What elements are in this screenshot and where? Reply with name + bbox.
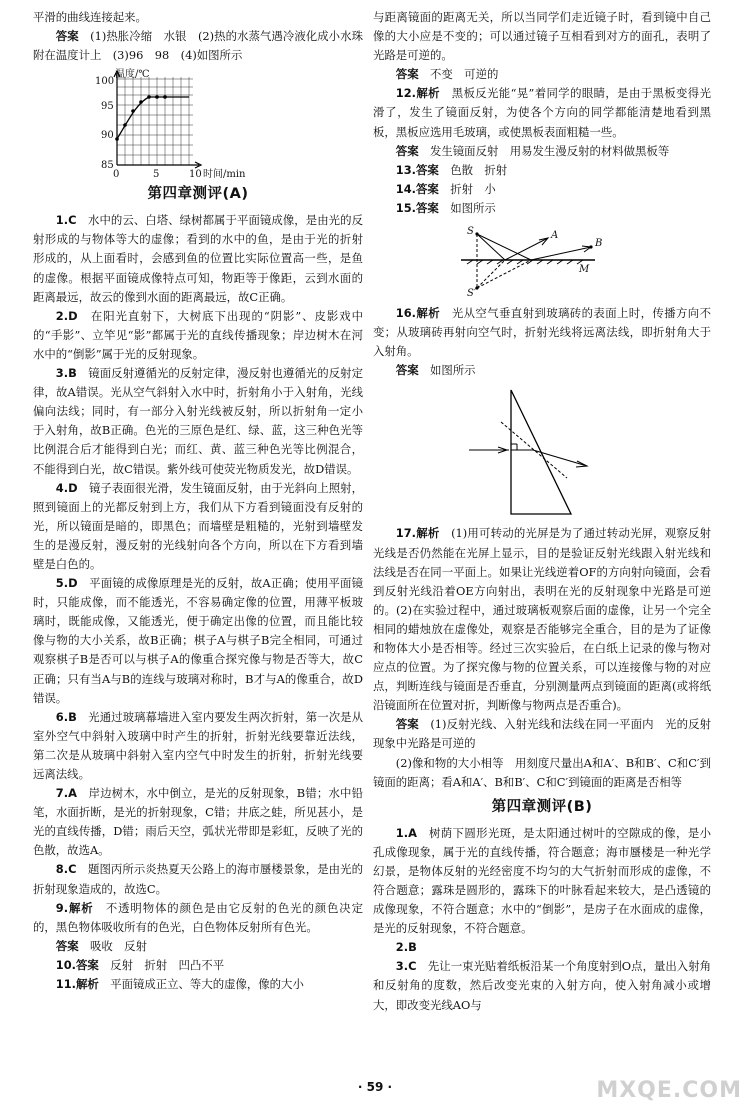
question-item: 1.A 树荫下圆形光斑，是太阳通过树叶的空隙成的像，是小孔成像现象，属于光的直线传播，符合题意；海市蜃楼是一种光学幻景，是物体反射的光经密度不均匀的大气折射而形成的虚像，不符合题意；露珠是圆形的，露珠下的叶脉看起来较大，是凸透镜的成像现象，不符合题意；水中的“倒影”，是房子在水面成的虚像，是光的反射现象，不符合题意。 — [373, 825, 711, 936]
graph-ylabel: 温度/℃ — [115, 69, 150, 81]
question-item: 1.C 水中的云、白塔、绿树都属于平面镜成像，是由光的反射形成的与物体等大的虚像；看到的水中的鱼，是由于光的折射形成的，从上面看时，会感到鱼的位置比实际位置高一些，是鱼的虚像。根据平面镜成像特点可知，物距等于像距，云到水面的距离最远，故云的像到水面的距离最远，故C正确。 — [33, 213, 363, 304]
graph-xtick: 0 — [113, 169, 120, 180]
left-column — [33, 8, 363, 994]
chapter-title-a: 第四章测评(A) — [147, 186, 249, 203]
graph-curve — [117, 97, 189, 139]
watermark: MXQE.COM — [596, 1078, 742, 1103]
answer-paragraph: (2)像和物的大小相等 用刻度尺量出A和A′、B和B′、C和C′到镜面的距离；看A和A′、B和B′、C和C′到镜面的距离是否相等 — [373, 755, 711, 789]
answer-label: 答案 — [55, 29, 79, 44]
question-item: 17.解析 (1)用可转动的光屏是为了通过转动光屏，观察反射光线是否仍然能在光屏上显示，目的是验证反射光线跟入射光线和法线是否在同一平面上。如果让光线逆着OF的方向射向镜面，会看到反射光线沿着OE方向射出，表明在光的反射现象中光路是可逆的。(2)在实验过程中，通过玻璃板观察后面的虚像，让另一个完全相同的蜡烛放在虚像处，观察是否能够完全重合，目的是为了证像和物体大小是否相等。经过三次实验后，在白纸上记录的像与物对应点的位置。为了探究像与物的位置关系，可以连接像与物的对应点，判断连线与镜面是否垂直，分别测量两点到镜面的距离(或将纸沿镜面所在位置对折，判断像与物两点是否重合)。 — [373, 526, 711, 713]
graph-xtick: 10 — [189, 169, 202, 180]
question-item: 8.C 题图丙所示炎热夏天公路上的海市蜃楼景象，是由光的折射现象造成的，故选C。 — [33, 862, 363, 896]
answer-paragraph: 答案 (1)反射光线、入射光线和法线在同一平面内 光的反射现象中光路是可逆的 — [373, 717, 711, 751]
answer-paragraph: 答案 如图所示 — [395, 363, 476, 378]
question-item: 2.D 在阳光直射下，大树底下出现的“阴影”、皮影戏中的“手影”、立竿见“影”都属于光的直线传播现象；岸边树木在河水中的“倒影”属于光的反射现象。 — [33, 308, 363, 361]
answer-paragraph — [33, 27, 363, 65]
question-item: 6.B 光通过玻璃幕墙进入室内要发生两次折射，第一次是从室外空气中斜射入玻璃中时产生的折射，折射光线要靠近法线，第二次是从玻璃中斜射入室内空气中时发生的折射，折射光线要远离法线。 — [33, 709, 363, 781]
question-item: 9.解析 不透明物体的颜色是由它反射的色光的颜色决定的，黑色物体吸收所有的色光，白色物体反射所有色光。 — [33, 900, 363, 934]
mirror-reflection-diagram — [373, 220, 711, 302]
label-s-prime: S′ — [467, 288, 477, 300]
paragraph: 与距离镜面的距离无关，所以当同学们走近镜子时，看到镜中自己像的大小应是不变的；可以通过镜子互相看到对方的面孔，表明了光路是可逆的。 — [373, 10, 711, 63]
question-item: 15.答案 如图所示 — [395, 200, 496, 215]
question-item: 4.D 镜子表面很光滑，发生镜面反射，由于光斜向上照射，照到镜面上的光都反射到上方，我们从下方看到镜面没有反射的光，所以镜面是暗的，即黑色；而墙壁是粗糙的，光射到墙壁发生的是漫反射，漫反射的光线射向各个方向，所以在下方看到墙壁是白色的。 — [33, 480, 363, 571]
question-item: 14.答案 折射 小 — [395, 181, 496, 196]
chapter-title-b: 第四章测评(B) — [491, 798, 593, 815]
question-item: 3.C 先让一束光贴着纸板沿某一个角度射到O点，量出入射角和反射角的度数，然后改变光束的入射方向，使入射角减小或增大，即改变光线AO与 — [373, 959, 711, 1012]
label-b: B — [595, 238, 603, 250]
graph-axes — [114, 71, 201, 168]
question-item: 10.答案 反射 折射 凹凸不平 — [55, 957, 225, 972]
label-s: S — [467, 226, 474, 238]
prism-refraction-diagram — [373, 382, 711, 522]
question-item: 16.解析 光从空气垂直射到玻璃砖的表面上时，传播方向不变；从玻璃砖再射向空气时，折射光线将远离法线，即折射角大于入射角。 — [373, 306, 711, 359]
temperature-graph — [33, 67, 273, 179]
graph-xtick: 5 — [153, 169, 160, 180]
question-item: 12.解析 黑板反光能“晃”着同学的眼睛，是由于黑板变得光滑了，发生了镜面反射，为使各个方向的同学都能清楚地看到黑板，黑板应选用毛玻璃，或使黑板表面粗糙一些。 — [373, 86, 711, 139]
graph-ytick: 85 — [101, 160, 114, 172]
answer-text: (1)热胀冷缩 水银 (2)热的水蒸气遇冷液化成小水珠附在温度计上 (3)96 98 (4)如图所示 — [33, 29, 363, 63]
question-item: 3.B 镜面反射遵循光的反射定律，漫反射也遵循光的反射定律，故A错误。光从空气斜射入水中时，折射角小于入射角，光线偏向法线；同时，有一部分入射光线被反射，所以折射角一定小于入射角，故B正确。色光的三原色是红、绿、蓝，这三种色光等比例混合后才能得到白光；而红、黄、蓝三种色光等比例混合，不能得到白光，故C错误。紫外线可使荧光物质发光，故D错误。 — [33, 366, 363, 476]
answer-paragraph: 答案 吸收 反射 — [55, 938, 147, 953]
question-item: 13.答案 色散 折射 — [395, 162, 508, 177]
label-m: M — [579, 264, 590, 276]
question-item: 11.解析 平面镜成正立、等大的虚像，像的大小 — [55, 977, 304, 992]
question-item: 5.D 平面镜的成像原理是光的反射，故A正确；使用平面镜时，只能成像，而不能透光，不容易确定像的位置，用薄平板玻璃时，既能成像，又能透光，便于确定出像的位置，而且能比较像与物的大小关系，故B正确；棋子A与棋子B完全相同，可通过观察棋子B是否可以与棋子A的像重合探究像与物是否等大，故C正确；只有当A与B的连线与玻璃对称时，B才与A的像重合，故D错误。 — [33, 576, 363, 705]
graph-ytick: 100 — [95, 76, 115, 88]
question-item: 7.A 岸边树木，水中倒立，是光的反射现象，B错；水中铅笔，水面折断，是光的折射现象，C错；井底之蛙，所见甚小，是光的直线传播，D错；雨后天空，弧状光带即是彩虹，反映了光的色散，故选A。 — [33, 786, 363, 858]
question-item: 2.B — [395, 940, 417, 955]
paragraph: 平滑的曲线连接起来。 — [33, 10, 147, 24]
answer-paragraph: 答案 发生镜面反射 用易发生漫反射的材料做黑板等 — [395, 143, 670, 158]
graph-ytick: 95 — [101, 101, 114, 113]
right-column — [373, 8, 711, 1015]
page-number: · 59 · — [357, 1080, 393, 1094]
answer-paragraph: 答案 不变 可逆的 — [395, 67, 499, 82]
label-a: A — [551, 230, 559, 242]
graph-ytick: 90 — [101, 130, 114, 142]
graph-xlabel: 时间/min — [203, 169, 246, 180]
